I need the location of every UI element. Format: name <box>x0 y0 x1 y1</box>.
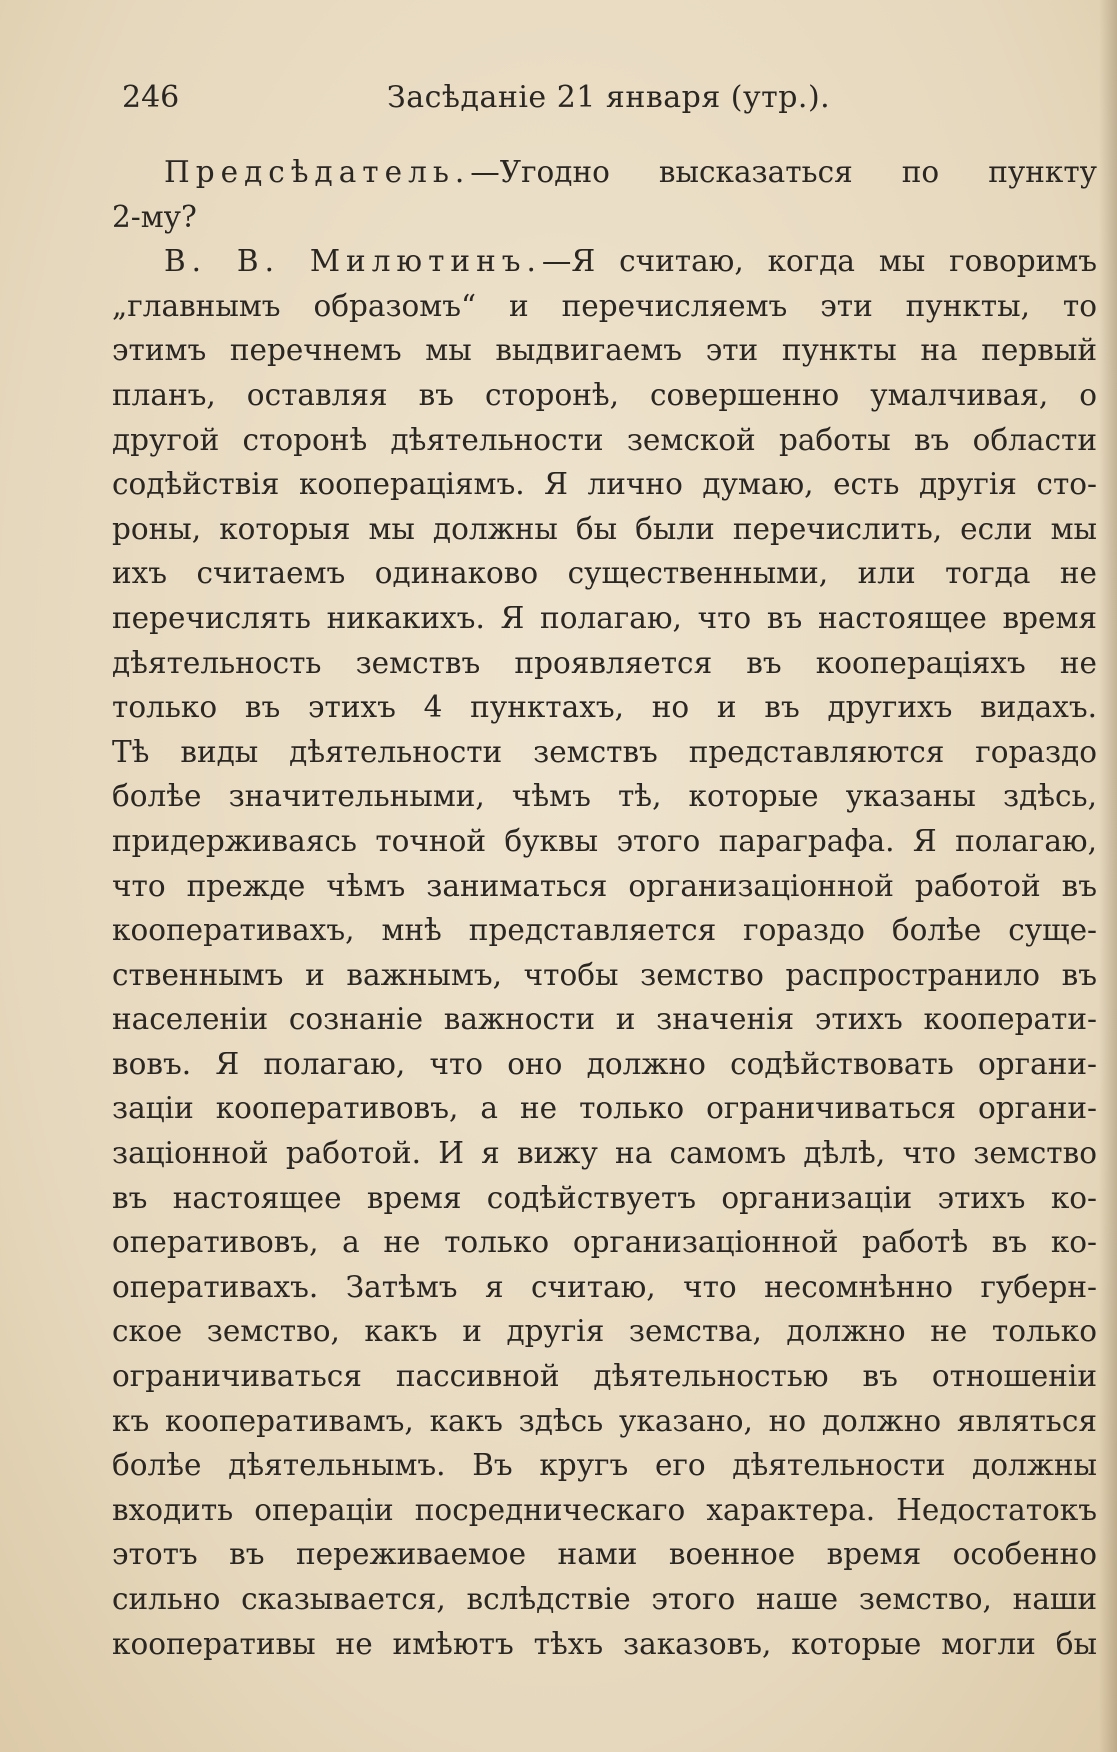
line-text: —Угодно высказаться по пункту <box>470 155 1097 189</box>
line-text: планъ, оставляя въ сторонѣ, совершенно умалчивая, о <box>112 377 1097 412</box>
text-line <box>112 1220 1097 1265</box>
text-line <box>112 819 1097 864</box>
line-text: вовъ. Я полагаю, что оно должно содѣйствовать органи- <box>112 1046 1097 1081</box>
running-title: Засѣданіе 21 января (утр.). <box>387 80 831 115</box>
text-line <box>112 596 1097 641</box>
line-text: 2-му? <box>112 199 197 234</box>
line-text: Тѣ виды дѣятельности земствъ представляются гораздо <box>112 734 1097 769</box>
page-edge-shadow <box>1099 0 1117 1752</box>
text-line <box>112 1577 1097 1622</box>
line-text: этимъ перечнемъ мы выдвигаемъ эти пункты на первый <box>112 333 1097 368</box>
text-line <box>112 997 1097 1042</box>
text-line <box>112 1176 1097 1221</box>
text-line <box>112 774 1097 819</box>
text-line <box>112 1532 1097 1577</box>
line-text: перечислять никакихъ. Я полагаю, что въ настоящее время <box>112 600 1097 635</box>
text-line <box>112 1309 1097 1354</box>
text-line <box>112 328 1097 373</box>
text-line <box>112 1086 1097 1131</box>
text-line <box>112 1131 1097 1176</box>
text-line <box>112 373 1097 418</box>
text-line <box>112 1265 1097 1310</box>
line-text: кооперативы не имѣютъ тѣхъ заказовъ, которые могли бы <box>112 1626 1097 1661</box>
page-number: 246 <box>122 80 180 115</box>
speaker-name: Предсѣдатель. <box>164 155 471 189</box>
text-line <box>112 1354 1097 1399</box>
text-line <box>112 864 1097 909</box>
line-text: болѣе значительными, чѣмъ тѣ, которые указаны здѣсь, <box>112 779 1097 814</box>
line-text: болѣе дѣятельнымъ. Въ кругъ его дѣятельности должны <box>112 1448 1097 1483</box>
line-text: —Я считаю, когда мы говоримъ <box>541 244 1097 279</box>
text-line <box>112 1042 1097 1087</box>
line-text: ихъ считаемъ одинаково существенными, или тогда не <box>112 556 1097 591</box>
text-line <box>112 284 1097 329</box>
line-text: оперативовъ, а не только организацiонной работѣ въ ко- <box>112 1225 1097 1260</box>
line-text: „главнымъ образомъ“ и перечисляемъ эти пункты, то <box>112 288 1097 323</box>
line-text: зацiи кооперативовъ, а не только ограничиваться органи- <box>112 1091 1097 1126</box>
text-line <box>112 462 1097 507</box>
line-text: населенiи сознанiе важности и значенія этихъ кооперати- <box>112 1002 1097 1037</box>
line-text: роны, которыя мы должны бы были перечислить, если мы <box>112 511 1097 546</box>
text-line <box>112 730 1097 775</box>
text-line <box>112 1443 1097 1488</box>
line-text: въ настоящее время содѣйствуетъ организацiи этихъ ко- <box>112 1180 1097 1215</box>
text-line <box>112 1488 1097 1533</box>
line-text: къ кооперативамъ, какъ здѣсь указано, но должно являться <box>112 1403 1097 1438</box>
text-line <box>112 908 1097 953</box>
line-text: сильно сказывается, вслѣдствіе этого наше земство, наши <box>112 1582 1097 1616</box>
speaker-name: В. В. Милютинъ. <box>164 244 542 279</box>
text-line <box>112 641 1097 686</box>
line-text: придерживаясь точной буквы этого параграфа. Я полагаю, <box>112 823 1097 858</box>
line-text: этотъ въ переживаемое нами военное время особенно <box>112 1537 1097 1572</box>
text-body <box>112 150 1097 1666</box>
line-text: оперативахъ. Затѣмъ я считаю, что несомнѣнно губерн- <box>112 1269 1097 1304</box>
line-text: другой сторонѣ дѣятельности земской работы въ области <box>112 422 1097 457</box>
text-line <box>112 239 1097 284</box>
line-text: зацiонной работой. И я вижу на самомъ дѣлѣ, что земство <box>112 1136 1097 1171</box>
text-line <box>112 1399 1097 1444</box>
text-line <box>112 953 1097 998</box>
page-header <box>122 78 1072 118</box>
text-line <box>112 1622 1097 1667</box>
line-text: только въ этихъ 4 пунктахъ, но и въ другихъ видахъ. <box>112 690 1097 725</box>
text-line <box>112 507 1097 552</box>
text-line <box>112 551 1097 596</box>
line-text: ственнымъ и важнымъ, чтобы земство распространило въ <box>112 957 1097 992</box>
line-text: ское земство, какъ и другія земства, должно не только <box>112 1314 1097 1349</box>
text-line <box>112 150 1097 195</box>
text-line <box>112 685 1097 730</box>
line-text: входить операцiи посредническаго характера. Недостатокъ <box>112 1492 1097 1527</box>
line-text: ограничиваться пассивной дѣятельностью въ отношенiи <box>112 1359 1097 1394</box>
text-line <box>112 418 1097 463</box>
text-line <box>112 195 1097 240</box>
line-text: кооперативахъ, мнѣ представляется гораздо болѣе суще- <box>112 913 1097 948</box>
line-text: дѣятельность земствъ проявляется въ кооперацiяхъ не <box>112 645 1097 680</box>
line-text: что прежде чѣмъ заниматься организацiонной работой въ <box>112 868 1097 903</box>
line-text: содѣйствія кооперацiямъ. Я лично думаю, есть другія сто- <box>112 467 1097 502</box>
